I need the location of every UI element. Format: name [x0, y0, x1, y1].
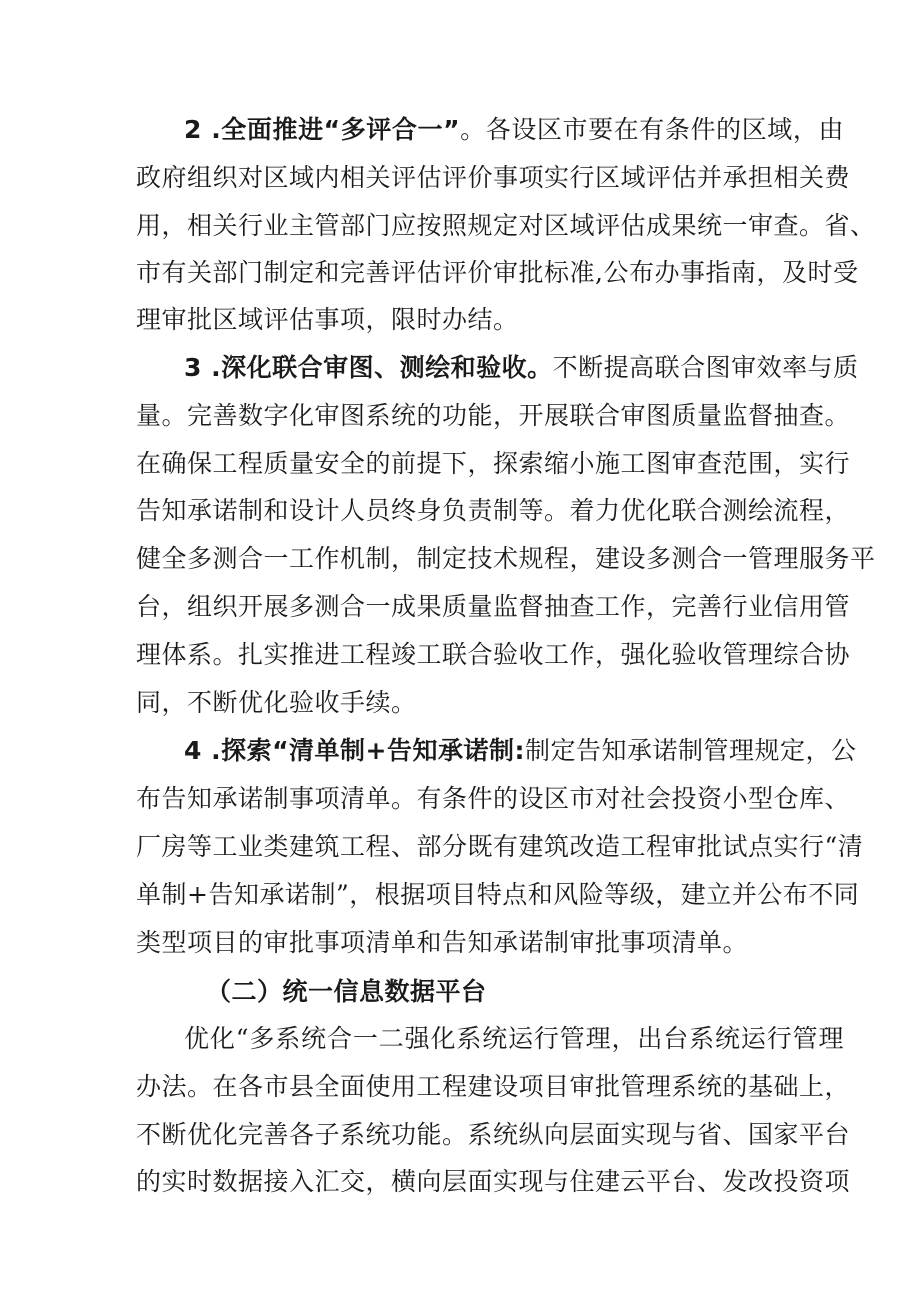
- section-3-line-4: 告知承诺制和设计人员终身负责制等。着力优化联合测绘流程，: [136, 496, 851, 525]
- section-3-line-1: [184, 353, 859, 383]
- section-3-line-6: 台，组织开展多测合一成果质量监督抽查工作，完善行业信用管: [136, 592, 851, 621]
- section-2-line-5: 理审批区域评估事项，限时办结。: [136, 305, 519, 334]
- section-4-line-2: 布告知承诺制事项清单。有条件的设区市对社会投资小型仓库、: [136, 784, 851, 813]
- section-4-line-1: [184, 736, 857, 766]
- section-5-line-4: 的实时数据接入汇交，横向层面实现与住建云平台、发改投资项: [136, 1167, 851, 1196]
- section-2-line-2: 政府组织对区域内相关评估评价事项实行区域评估并承担相关费: [136, 163, 851, 192]
- section-2-line-4: 市有关部门制定和完善评估评价审批标准,公布办事指南，及时受: [136, 258, 859, 287]
- section-2-text: 。各设区市要在有条件的区域，由: [460, 115, 844, 144]
- section-5-line-1: 优化“多系统合一二强化系统运行管理，出台系统运行管理: [184, 1024, 844, 1053]
- section-5-line-3: 不断优化完善各子系统功能。系统纵向层面实现与省、国家平台: [136, 1120, 851, 1149]
- section-3-line-5: 健全多测合一工作机制，制定技术规程，建设多测合一管理服务平: [136, 544, 876, 573]
- section-3-line-3: 在确保工程质量安全的前提下，探索缩小施工图审查范围，实行: [136, 449, 851, 478]
- subheading-2: （二）统一信息数据平台: [206, 977, 487, 1006]
- section-3-line-8: 同，不断优化验收手续。: [136, 688, 417, 717]
- section-2-title: 2 .全面推进“多评合一”: [184, 115, 461, 144]
- section-2-line-1: [184, 115, 844, 145]
- section-5-line-2: 办法。在各市县全面使用工程建设项目审批管理系统的基础上，: [136, 1072, 851, 1101]
- section-3-title: 3 .深化联合审图、测绘和验收。: [184, 353, 553, 382]
- section-2-line-3: 用，相关行业主管部门应按照规定对区域评估成果统一审查。省、: [136, 211, 876, 240]
- section-3-text: 不断提高联合图审效率与质: [552, 353, 859, 382]
- section-4-line-5: 类型项目的审批事项清单和告知承诺制审批事项清单。: [136, 928, 749, 957]
- section-4-line-4: 单制+告知承诺制”，根据项目特点和风险等级，建立并公布不同: [136, 880, 860, 909]
- section-3-line-7: 理体系。扎实推进工程竣工联合验收工作，强化验收管理综合协: [136, 640, 851, 669]
- section-4-title: 4 .探索“清单制+告知承诺制:: [184, 736, 525, 765]
- section-4-text: 制定告知承诺制管理规定，公: [524, 736, 857, 765]
- section-3-line-2: 量。完善数字化审图系统的功能，开展联合审图质量监督抽查。: [136, 401, 851, 430]
- section-4-line-3: 厂房等工业类建筑工程、部分既有建筑改造工程审批试点实行“清: [136, 832, 864, 861]
